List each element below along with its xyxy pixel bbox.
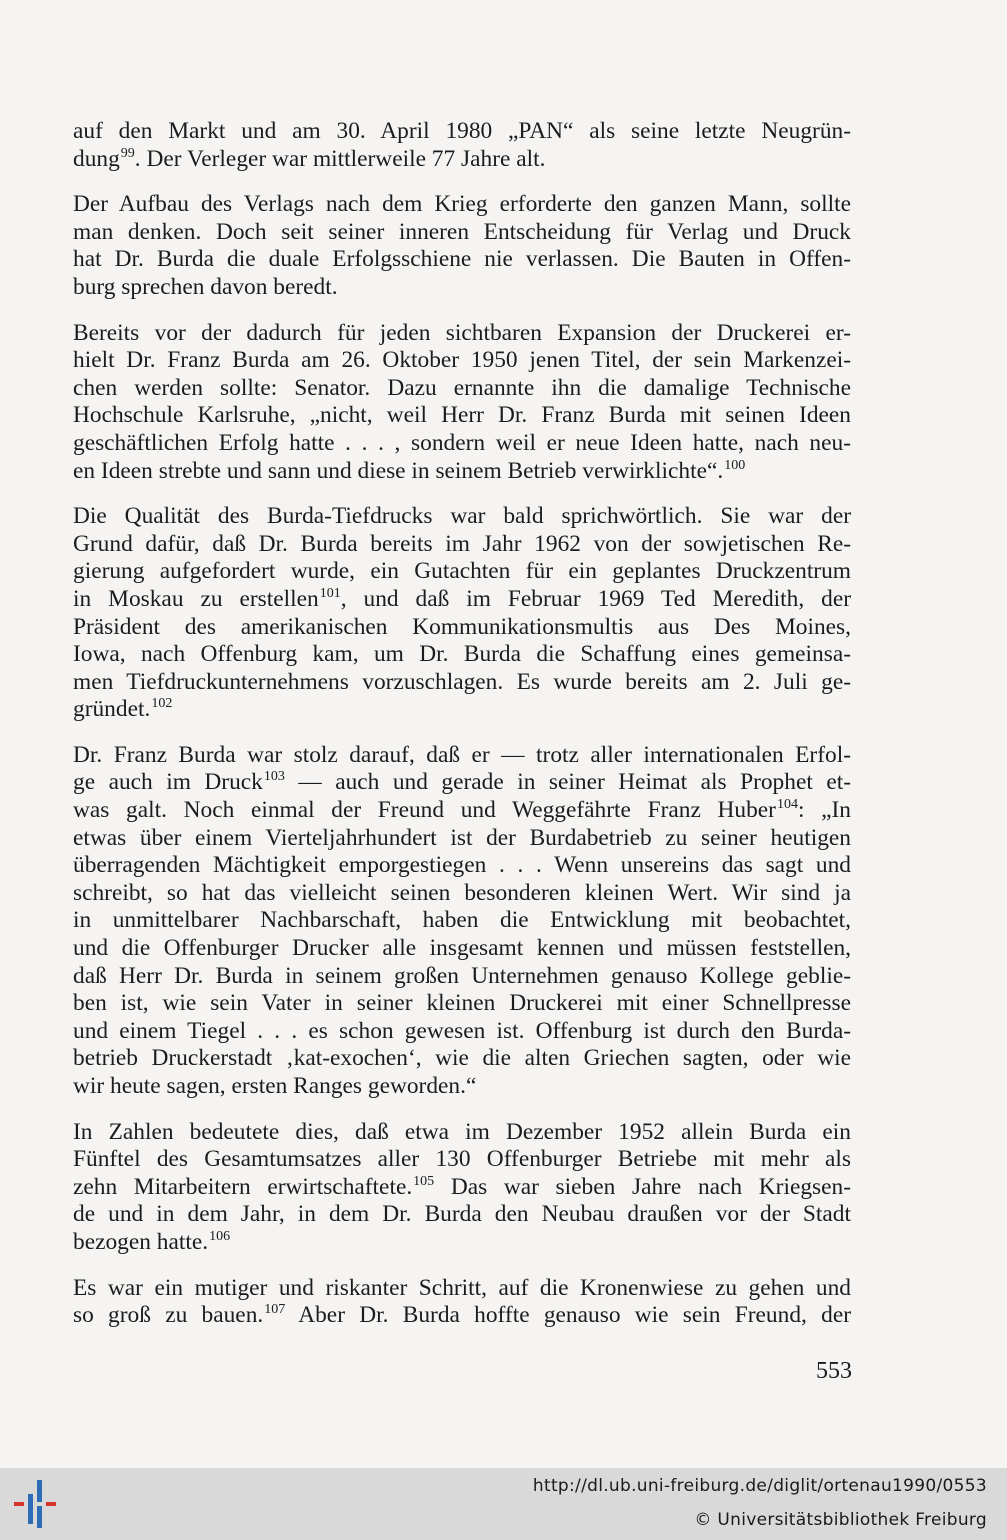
text-line	[73, 558, 851, 586]
text-line	[73, 614, 851, 642]
text-line	[73, 118, 851, 146]
text-segment: men Tiefdruckunternehmens vorzuschlagen. Es wurde bereits am 2. Juli ge-	[73, 668, 851, 695]
text-segment: Es war ein mutiger und riskanter Schritt, auf die Kronenwiese zu gehen und	[73, 1274, 851, 1301]
text-segment: geschäftlichen Erfolg hatte . . . , sondern weil er neue Ideen hatte, nach neu-	[73, 429, 851, 456]
text-line	[73, 1018, 851, 1046]
paragraph	[73, 1275, 851, 1330]
text-line	[73, 191, 851, 219]
text-segment: de und in dem Jahr, in dem Dr. Burda den Neubau draußen vor der Stadt	[73, 1201, 851, 1228]
text-segment: überragenden Mächtigkeit emporgestiegen . . . Wenn unsereins das sagt und	[73, 852, 851, 879]
text-line	[73, 1146, 851, 1174]
paragraph	[73, 1119, 851, 1257]
footnote-marker: 102	[151, 696, 173, 712]
text-line	[73, 825, 851, 853]
text-segment: In Zahlen bedeutete dies, daß etwa im Dezember 1952 allein Burda ein	[73, 1118, 851, 1145]
text-segment: dung	[73, 145, 120, 172]
text-line	[73, 641, 851, 669]
text-segment: schreibt, so hat das vielleicht seinen besonderen kleinen Wert. Wir sind ja	[73, 879, 851, 906]
text-segment: hielt Dr. Franz Burda am 26. Oktober 1950 jenen Titel, der sein Markenzei-	[73, 347, 851, 374]
source-url-link[interactable]: http://dl.ub.uni-freiburg.de/diglit/ortenau1990/0553	[532, 1476, 987, 1496]
text-line	[73, 347, 851, 375]
text-line	[73, 1073, 851, 1101]
text-line	[73, 146, 851, 174]
text-segment: en Ideen strebte und sann und diese in seinem Betrieb verwirklichte“.	[73, 457, 724, 484]
text-segment: und einem Tiegel . . . es schon gewesen ist. Offenburg ist durch den Burda-	[73, 1017, 851, 1044]
text-segment: Grund dafür, daß Dr. Burda bereits im Jahr 1962 von der sowjetischen Re-	[73, 530, 851, 557]
text-segment: gierung aufgefordert wurde, ein Gutachten für ein geplantes Druckzentrum	[73, 558, 851, 585]
text-line	[73, 503, 851, 531]
text-line	[73, 458, 851, 486]
text-line	[73, 531, 851, 559]
text-segment: daß Herr Dr. Burda in seinem großen Unternehmen genauso Kollege geblie-	[73, 962, 851, 989]
text-segment: Dr. Franz Burda war stolz darauf, daß er — trotz aller internationalen Erfol-	[73, 741, 851, 768]
text-line	[73, 1229, 851, 1257]
text-segment: ge auch im Druck	[73, 769, 263, 796]
text-line	[73, 990, 851, 1018]
text-line	[73, 320, 851, 348]
text-line	[73, 1119, 851, 1147]
footnote-marker: 105	[413, 1173, 435, 1189]
text-line	[73, 880, 851, 908]
text-segment: in unmittelbarer Nachbarschaft, haben die Entwicklung mit beobachtet,	[73, 907, 851, 934]
text-line	[73, 963, 851, 991]
text-segment: Hochschule Karlsruhe, „nicht, weil Herr Dr. Franz Burda mit seinen Ideen	[73, 402, 851, 429]
paragraph	[73, 191, 851, 301]
text-segment: und die Offenburger Drucker alle insgesamt kennen und müssen feststellen,	[73, 935, 851, 962]
text-segment: wir heute sagen, ersten Ranges geworden.“	[73, 1073, 477, 1099]
footnote-marker: 100	[724, 457, 746, 473]
text-line	[73, 274, 851, 302]
text-line	[73, 375, 851, 403]
text-segment: etwas über einem Vierteljahrhundert ist der Burdabetrieb zu seiner heutigen	[73, 824, 851, 851]
body-text	[73, 118, 851, 1348]
text-segment: Der Aufbau des Verlags nach dem Krieg erforderte den ganzen Mann, sollte	[73, 191, 851, 218]
text-segment: man denken. Doch seit seiner inneren Entscheidung für Verlag und Druck	[73, 218, 851, 245]
paragraph	[73, 320, 851, 486]
text-line	[73, 742, 851, 770]
ub-freiburg-logo-icon	[10, 1476, 70, 1532]
paragraph	[73, 742, 851, 1101]
text-segment: ben ist, wie sein Vater in seiner kleinen Druckerei mit einer Schnellpresse	[73, 990, 851, 1017]
copyright-notice: © Universitätsbibliothek Freiburg	[694, 1510, 987, 1530]
text-segment: Die Qualität des Burda-Tiefdrucks war bald sprichwörtlich. Sie war der	[73, 503, 851, 530]
text-segment: Aber Dr. Burda hoffte genauso wie sein Freund, der	[285, 1302, 851, 1329]
text-segment: gründet.	[73, 696, 151, 723]
text-segment: was galt. Noch einmal der Freund und Weggefährte Franz Huber	[73, 797, 776, 824]
text-segment: : „In	[797, 797, 851, 824]
text-segment: — auch und gerade in seiner Heimat als Prophet et-	[284, 769, 851, 796]
text-segment: hat Dr. Burda die duale Erfolgsschiene nie verlassen. Die Bauten in Offen-	[73, 246, 851, 273]
text-segment: burg sprechen davon beredt.	[73, 273, 338, 300]
text-segment: Bereits vor der dadurch für jeden sichtbaren Expansion der Druckerei er-	[73, 319, 851, 346]
text-line	[73, 669, 851, 697]
text-line	[73, 586, 851, 614]
text-line	[73, 1201, 851, 1229]
paragraph	[73, 503, 851, 724]
text-segment: so groß zu bauen.	[73, 1302, 264, 1329]
text-segment: zehn Mitarbeitern erwirtschaftete.	[73, 1173, 413, 1200]
text-segment: Iowa, nach Offenburg kam, um Dr. Burda die Schaffung eines gemeinsa-	[73, 641, 851, 668]
text-line	[73, 769, 851, 797]
paragraph	[73, 118, 851, 173]
text-line	[73, 1045, 851, 1073]
text-segment: in Moskau zu erstellen	[73, 585, 319, 612]
text-segment: chen werden sollte: Senator. Dazu ernannte ihn die damalige Technische	[73, 374, 851, 401]
text-line	[73, 1302, 851, 1330]
footnote-marker: 101	[319, 585, 341, 601]
text-segment: auf den Markt und am 30. April 1980 „PAN“ als seine letzte Neugrün-	[73, 118, 851, 144]
text-segment: Fünftel des Gesamtumsatzes aller 130 Offenburger Betriebe mit mehr als	[73, 1146, 851, 1173]
text-line	[73, 696, 851, 724]
footnote-marker: 107	[264, 1302, 286, 1318]
text-line	[73, 1275, 851, 1303]
text-line	[73, 852, 851, 880]
footnote-marker: 99	[120, 145, 135, 161]
footnote-marker: 103	[263, 769, 285, 785]
text-segment: . Der Verleger war mittlerweile 77 Jahre alt.	[134, 145, 546, 172]
text-line	[73, 935, 851, 963]
text-line	[73, 797, 851, 825]
text-segment: , und daß im Februar 1969 Ted Meredith, der	[340, 585, 851, 612]
text-segment: bezogen hatte.	[73, 1228, 209, 1255]
text-line	[73, 246, 851, 274]
text-segment: Präsident des amerikanischen Kommunikationsmultis aus Des Moines,	[73, 613, 851, 640]
text-segment: Das war sieben Jahre nach Kriegsen-	[434, 1173, 851, 1200]
text-line	[73, 402, 851, 430]
text-line	[73, 907, 851, 935]
footnote-marker: 104	[776, 797, 798, 813]
text-line	[73, 430, 851, 458]
text-line	[73, 219, 851, 247]
page-number: 553	[816, 1358, 852, 1384]
text-segment: betrieb Druckerstadt ‚kat-exochen‘, wie die alten Griechen sagten, oder wie	[73, 1045, 851, 1072]
footnote-marker: 106	[209, 1228, 231, 1244]
viewer-footer	[0, 1468, 1007, 1540]
text-line	[73, 1174, 851, 1202]
